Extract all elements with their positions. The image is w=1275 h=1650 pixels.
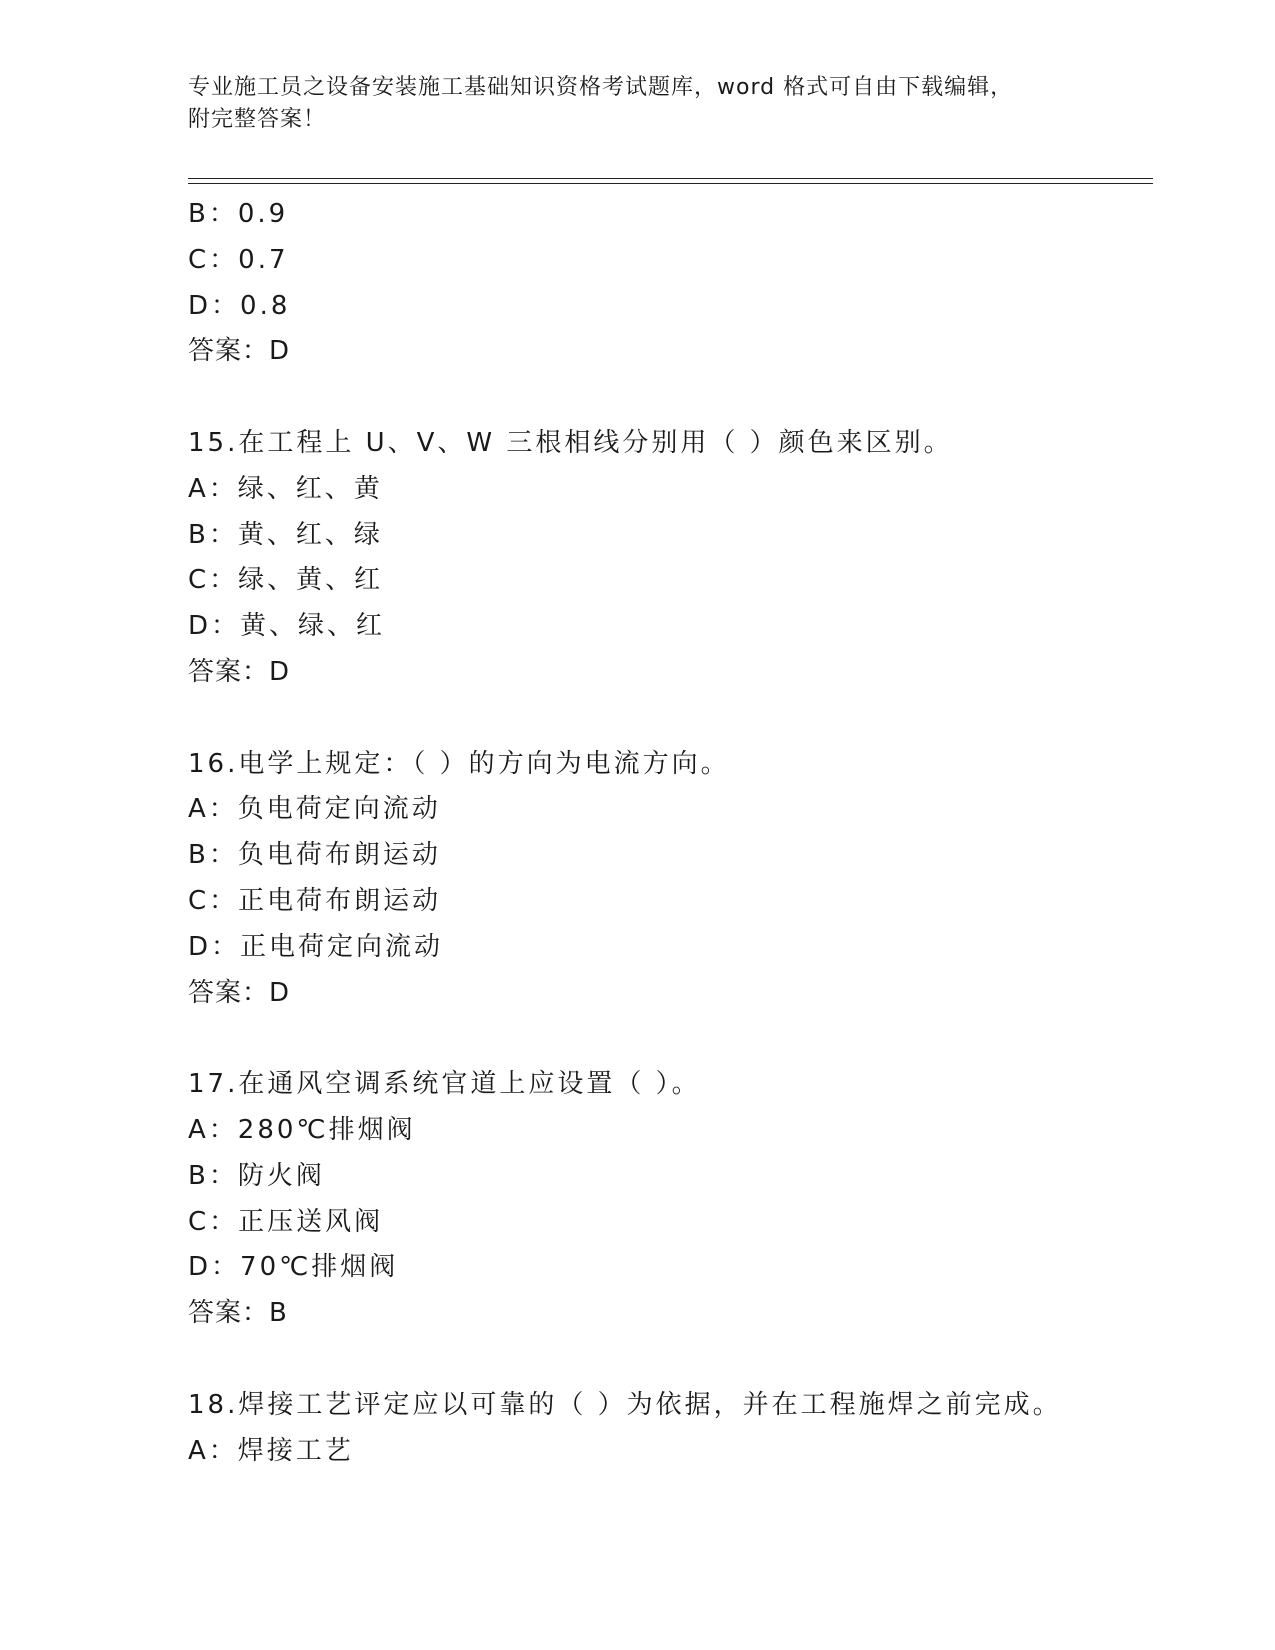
question-stem: 17.在通风空调系统官道上应设置（ ）。 xyxy=(188,1069,701,1100)
question-block-15 xyxy=(188,421,1153,696)
question-block-18 xyxy=(188,1383,1153,1475)
answer-line: 答案：B xyxy=(188,1298,288,1329)
option-a: A：负电荷定向流动 xyxy=(188,794,441,825)
option-d: D：黄、绿、红 xyxy=(188,611,386,642)
option-d: D：0.8 xyxy=(188,290,291,321)
header-line-2: 附完整答案！ xyxy=(188,107,327,132)
spacer xyxy=(188,1016,1153,1062)
question-stem: 18.焊接工艺评定应以可靠的（ ）为依据，并在工程施焊之前完成。 xyxy=(188,1389,1062,1420)
spacer xyxy=(188,1337,1153,1383)
question-block-17 xyxy=(188,1062,1153,1337)
option-c: C：正电荷布朗运动 xyxy=(188,885,442,916)
question-stem: 15.在工程上 U、V、W 三根相线分别用（ ）颜色来区别。 xyxy=(188,427,953,458)
prev-question-block xyxy=(188,192,1153,375)
header-divider-bottom xyxy=(188,183,1153,184)
header-divider-top xyxy=(188,178,1153,179)
document-header xyxy=(188,72,1068,136)
question-block-16 xyxy=(188,742,1153,1017)
answer-line: 答案：D xyxy=(188,656,291,687)
header-line-1: 专业施工员之设备安装施工基础知识资格考试题库，word 格式可自由下载编辑， xyxy=(188,75,1014,100)
option-a: A：绿、红、黄 xyxy=(188,473,383,504)
option-b: B：黄、红、绿 xyxy=(188,519,383,550)
option-b: B：防火阀 xyxy=(188,1160,325,1191)
option-b: B：0.9 xyxy=(188,199,289,229)
question-stem: 16.电学上规定：（ ）的方向为电流方向。 xyxy=(188,748,730,779)
answer-line: 答案：D xyxy=(188,336,291,367)
option-d: D：70℃排烟阀 xyxy=(188,1252,399,1283)
option-b: B：负电荷布朗运动 xyxy=(188,840,441,871)
option-a: A：280℃排烟阀 xyxy=(188,1114,416,1145)
spacer xyxy=(188,375,1153,421)
answer-line: 答案：D xyxy=(188,977,291,1008)
option-c: C：0.7 xyxy=(188,244,289,275)
question-list xyxy=(188,192,1153,1474)
option-c: C：正压送风阀 xyxy=(188,1206,384,1237)
option-d: D：正电荷定向流动 xyxy=(188,931,444,962)
option-a: A：焊接工艺 xyxy=(188,1435,354,1466)
option-c: C：绿、黄、红 xyxy=(188,565,384,596)
spacer xyxy=(188,696,1153,742)
